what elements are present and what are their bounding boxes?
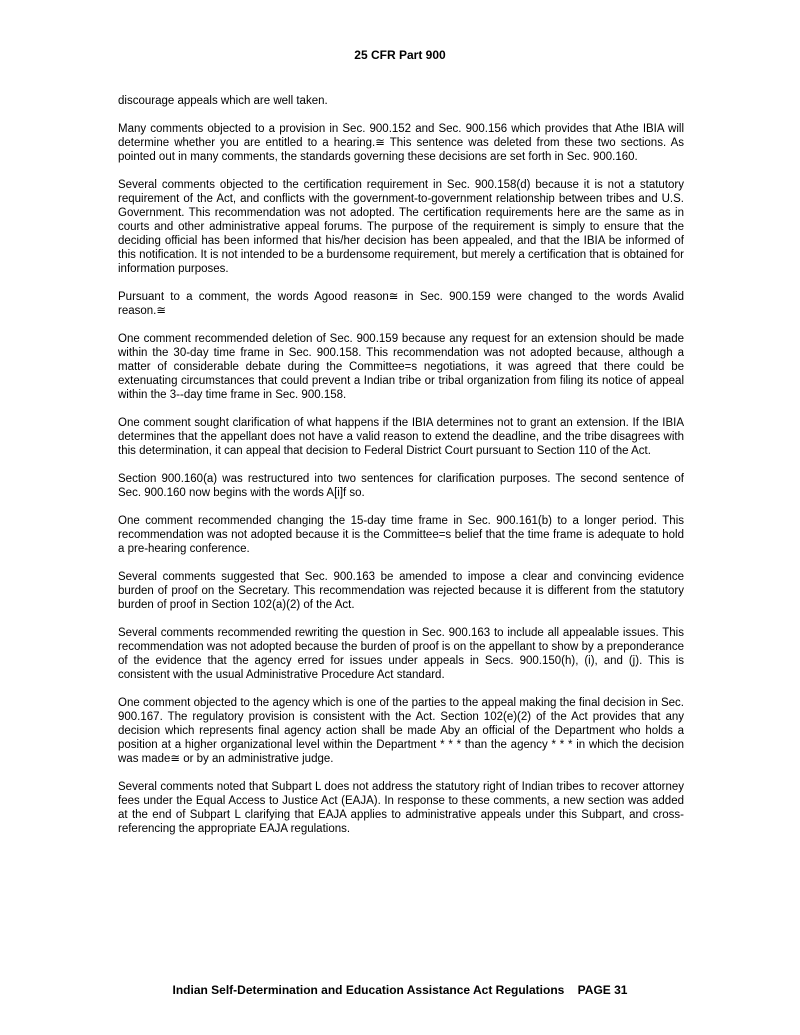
paragraph-1: discourage appeals which are well taken. [118, 95, 328, 107]
paragraph-10: Several comments recommended rewriting the question in Sec. 900.163 to include all appealable issues. This recommendation was not adopted because the burden of proof is on the appellant to show by a preponderance of the evidence that the agency erred for issues under appeals in Secs. 900.150(h), (i), and (j). This is consistent with the usual Administrative Procedure Act standard. [118, 627, 684, 681]
page-header: 25 CFR Part 900 [354, 48, 446, 62]
paragraph-5: One comment recommended deletion of Sec. 900.159 because any request for an extension should be made within the 30-day time frame in Sec. 900.158. This recommendation was not adopted because, although a matter of considerable debate during the Committee=s negotiations, it was agreed that there could be extenuating circumstances that could prevent a Indian tribe or tribal organization from filing its notice of appeal within the 3--day time frame in Sec. 900.158. [118, 333, 684, 401]
paragraph-8: One comment recommended changing the 15-day time frame in Sec. 900.161(b) to a longer period. This recommendation was not adopted because it is the Committee=s belief that the time frame is adequate to hold a pre-hearing conference. [118, 515, 684, 555]
paragraph-12: Several comments noted that Subpart L does not address the statutory right of Indian tribes to recover attorney fees under the Equal Access to Justice Act (EAJA). In response to these comments, a new section was added at the end of Subpart L clarifying that EAJA applies to administrative appeals under this Subpart, and cross-referencing the appropriate EAJA regulations. [118, 781, 684, 835]
paragraph-4: Pursuant to a comment, the words Agood reason≅ in Sec. 900.159 were changed to the words Avalid reason.≅ [118, 291, 684, 317]
page-footer: Indian Self-Determination and Education Assistance Act Regulations PAGE 31 [172, 983, 628, 997]
paragraph-7: Section 900.160(a) was restructured into two sentences for clarification purposes. The second sentence of Sec. 900.160 now begins with the words A[i]f so. [118, 473, 684, 499]
paragraph-6: One comment sought clarification of what happens if the IBIA determines not to grant an extension. If the IBIA determines that the appellant does not have a valid reason to extend the deadline, and the tribe disagrees with this determination, it can appeal that decision to Federal District Court pursuant to Section 110 of the Act. [118, 417, 684, 457]
paragraph-9: Several comments suggested that Sec. 900.163 be amended to impose a clear and convincing evidence burden of proof on the Secretary. This recommendation was rejected because it is different from the statutory burden of proof in Section 102(a)(2) of the Act. [118, 571, 684, 611]
paragraph-11: One comment objected to the agency which is one of the parties to the appeal making the final decision in Sec. 900.167. The regulatory provision is consistent with the Act. Section 102(e)(2) of the Act provides that any decision which represents final agency action shall be made Aby an official of the Department who holds a position at a higher organizational level within the Department * * * than the agency * * * in which the decision was made≅ or by an administrative judge. [118, 697, 684, 765]
paragraph-2: Many comments objected to a provision in Sec. 900.152 and Sec. 900.156 which provides that Athe IBIA will determine whether you are entitled to a hearing.≅ This sentence was deleted from these two sections. As pointed out in many comments, the standards governing these decisions are set forth in Sec. 900.160. [118, 123, 684, 163]
paragraph-3: Several comments objected to the certification requirement in Sec. 900.158(d) because it is not a statutory requirement of the Act, and conflicts with the government-to-government relationship between tribes and U.S. Government. This recommendation was not adopted. The certification requirements here are the same as in courts and other administrative appeal forums. The purpose of the requirement is simply to ensure that the deciding official has been informed that his/her decision has been appealed, and that the IBIA be informed of this notification. It is not intended to be a burdensome requirement, but merely a certification that is obtained for information purposes. [118, 179, 684, 275]
document-body [118, 94, 684, 850]
